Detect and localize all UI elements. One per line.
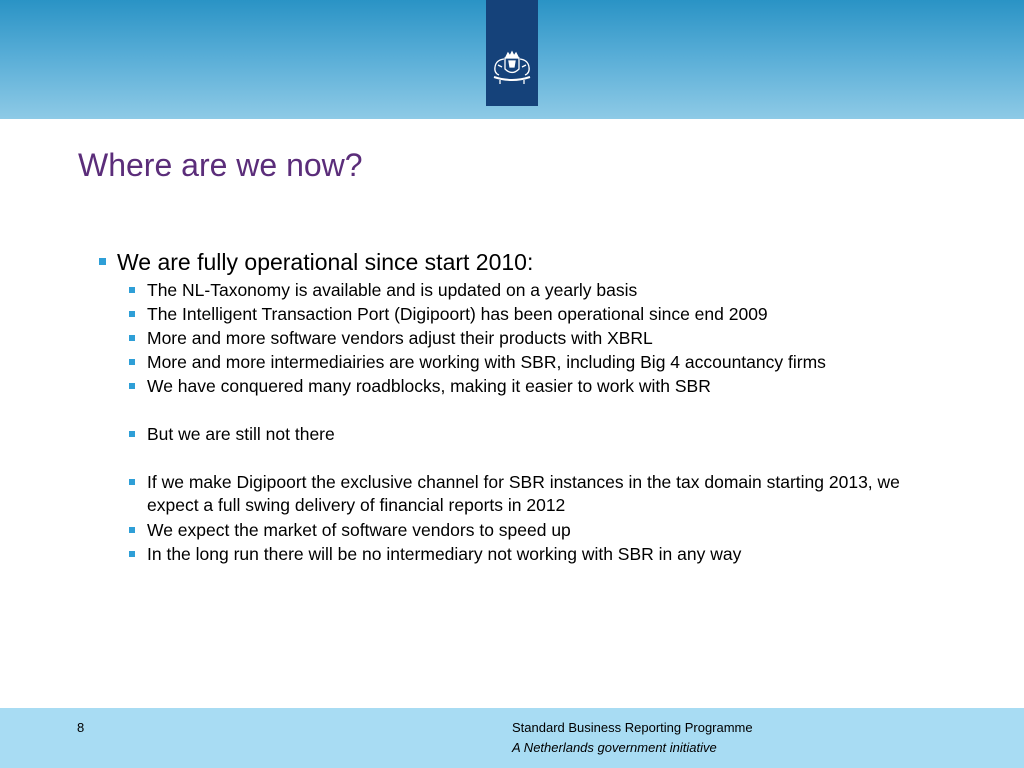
square-bullet-icon [129, 551, 135, 557]
square-bullet-icon [129, 335, 135, 341]
page-number: 8 [77, 720, 85, 735]
list-item [147, 543, 947, 566]
government-emblem [486, 0, 538, 106]
footer-organization: Standard Business Reporting Programme [512, 720, 753, 735]
square-bullet-icon [99, 258, 106, 265]
list-item [147, 351, 947, 374]
list-item [147, 519, 947, 542]
list-item-text: The NL-Taxonomy is available and is updated on a yearly basis [147, 280, 638, 300]
list-item [147, 327, 947, 350]
square-bullet-icon [129, 311, 135, 317]
square-bullet-icon [129, 479, 135, 485]
footer-subtitle: A Netherlands government initiative [512, 740, 717, 755]
main-bullet-text: We are fully operational since start 2010: [117, 249, 534, 275]
list-item-text: The Intelligent Transaction Port (Digipoort) has been operational since end 2009 [147, 304, 768, 324]
list-item-text: We expect the market of software vendors to speed up [147, 520, 571, 540]
list-item [147, 375, 947, 398]
list-item-text: More and more software vendors adjust their products with XBRL [147, 328, 653, 348]
square-bullet-icon [129, 383, 135, 389]
square-bullet-icon [129, 431, 135, 437]
square-bullet-icon [129, 359, 135, 365]
list-item-text: More and more intermediairies are working with SBR, including Big 4 accountancy firms [147, 352, 826, 372]
list-item-text: We have conquered many roadblocks, making it easier to work with SBR [147, 376, 711, 396]
list-item-text: If we make Digipoort the exclusive channel for SBR instances in the tax domain starting 2013, we expect a full swing delivery of financial reports in 2012 [147, 472, 900, 515]
list-item-text: In the long run there will be no intermediary not working with SBR in any way [147, 544, 742, 564]
list-item [147, 303, 947, 326]
list-item [147, 423, 947, 446]
square-bullet-icon [129, 287, 135, 293]
footer [0, 708, 1024, 768]
square-bullet-icon [129, 527, 135, 533]
main-bullet [117, 249, 533, 276]
list-item [147, 279, 947, 302]
slide-title: Where are we now? [78, 147, 363, 183]
list-item [147, 471, 937, 517]
coat-of-arms-icon [486, 47, 538, 95]
header-band [0, 0, 1024, 119]
list-item-text: But we are still not there [147, 424, 335, 444]
